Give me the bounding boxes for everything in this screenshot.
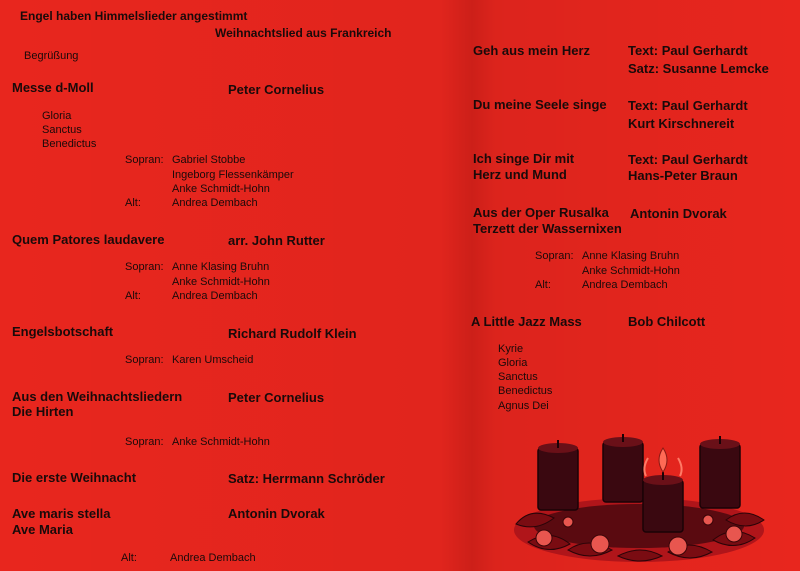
quem-composer: arr. John Rutter <box>228 233 325 248</box>
advent-wreath-icon <box>508 432 770 568</box>
sopran-label: Sopran: <box>535 250 574 262</box>
alt-label: Alt: <box>121 552 137 564</box>
sopran-label: Sopran: <box>125 261 164 273</box>
jazz-part: Agnus Dei <box>498 400 549 412</box>
seele-composer: Kurt Kirschnereit <box>628 116 735 131</box>
jazz-part: Benedictus <box>498 385 553 397</box>
alt-label: Alt: <box>535 279 551 291</box>
hirten-title-1: Aus den Weihnachtsliedern <box>12 389 183 404</box>
seele-text: Text: Paul Gerhardt <box>628 98 748 113</box>
hirten-title-2: Die Hirten <box>12 404 74 419</box>
jazz-part: Kyrie <box>498 343 524 355</box>
header-line-2: Weihnachtslied aus Frankreich <box>215 26 392 40</box>
messe-part: Sanctus <box>42 124 82 136</box>
messe-composer: Peter Cornelius <box>228 82 325 97</box>
geh-satz: Satz: Susanne Lemcke <box>628 61 769 76</box>
singer-name: Karen Umscheid <box>172 354 254 366</box>
singer-name: Ingeborg Flessenkämper <box>172 169 294 181</box>
ave-composer: Antonin Dvorak <box>228 506 325 521</box>
ave-title-2: Ave Maria <box>12 522 73 537</box>
singer-name: Anke Schmidt-Hohn <box>582 265 680 277</box>
alt-label: Alt: <box>125 197 141 209</box>
sopran-label: Sopran: <box>125 436 164 448</box>
rusalka-title-2: Terzett der Wassernixen <box>473 221 622 236</box>
greeting: Begrüßung <box>24 50 79 62</box>
erste-composer: Satz: Herrmann Schröder <box>228 471 385 486</box>
jazz-title: A Little Jazz Mass <box>471 314 582 329</box>
jazz-composer: Bob Chilcott <box>628 314 706 329</box>
singer-name: Andrea Dembach <box>582 279 668 291</box>
sopran-label: Sopran: <box>125 354 164 366</box>
seele-title: Du meine Seele singe <box>473 97 607 112</box>
rusalka-title-1: Aus der Oper Rusalka <box>473 205 609 220</box>
geh-text: Text: Paul Gerhardt <box>628 43 748 58</box>
singer-name: Andrea Dembach <box>170 552 256 564</box>
hirten-composer: Peter Cornelius <box>228 390 325 405</box>
singer-name: Andrea Dembach <box>172 197 258 209</box>
sopran-label: Sopran: <box>125 154 164 166</box>
singe-title-2: Herz und Mund <box>473 167 567 182</box>
quem-title: Quem Patores laudavere <box>12 232 165 247</box>
rusalka-composer: Antonin Dvorak <box>630 206 727 221</box>
singer-name: Anke Schmidt-Hohn <box>172 276 270 288</box>
singe-composer: Hans-Peter Braun <box>628 168 738 183</box>
jazz-part: Gloria <box>498 357 528 369</box>
geh-title: Geh aus mein Herz <box>473 43 591 58</box>
jazz-part: Sanctus <box>498 371 538 383</box>
messe-title: Messe d-Moll <box>12 80 94 95</box>
engels-title: Engelsbotschaft <box>12 324 114 339</box>
singer-name: Anne Klasing Bruhn <box>582 250 680 262</box>
singer-name: Anke Schmidt-Hohn <box>172 436 270 448</box>
singer-name: Gabriel Stobbe <box>172 154 246 166</box>
engels-composer: Richard Rudolf Klein <box>228 326 357 341</box>
erste-title: Die erste Weihnacht <box>12 470 137 485</box>
singer-name: Andrea Dembach <box>172 290 258 302</box>
singer-name: Anne Klasing Bruhn <box>172 261 270 273</box>
messe-part: Benedictus <box>42 138 97 150</box>
singer-name: Anke Schmidt-Hohn <box>172 183 270 195</box>
singe-title-1: Ich singe Dir mit <box>473 151 575 166</box>
messe-part: Gloria <box>42 110 72 122</box>
alt-label: Alt: <box>125 290 141 302</box>
header-line-1: Engel haben Himmelslieder angestimmt <box>20 9 248 23</box>
ave-title-1: Ave maris stella <box>12 506 111 521</box>
singe-text: Text: Paul Gerhardt <box>628 152 748 167</box>
